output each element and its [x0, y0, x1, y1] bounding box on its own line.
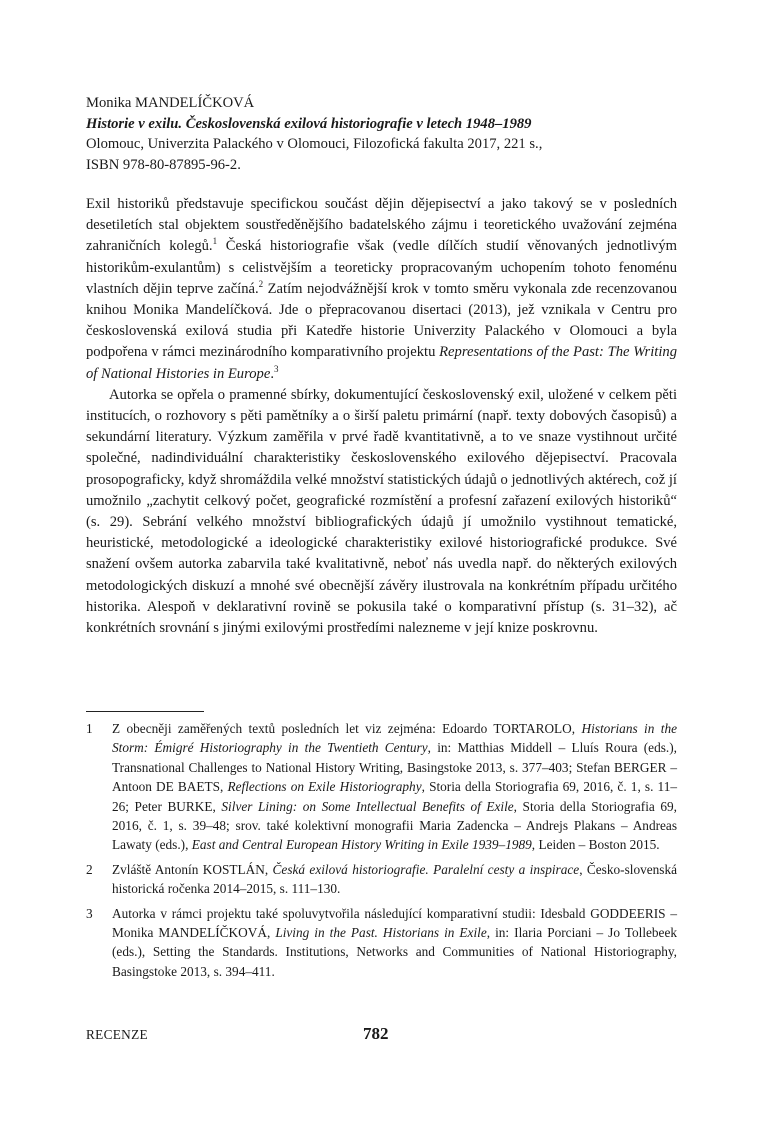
- book-isbn: ISBN 978-80-87895-96-2.: [86, 156, 241, 173]
- footnote-text: Z obecněji zaměřených textů posledních let viz zejména: Edoardo TORTAROLO, Historians in the Storm: Émigré Historiography in the Twentieth Century, in: Matthias Middell – Lluís Roura (eds.), Transnational Challenges to National History Writing, Basingstoke 2013, s. 377–403; Stefan BERGER – Antoon DE BAETS, Reflections on Exile Historiography, Storia della Storiografia 69, 2016, č. 1, s. 11–26; Peter BURKE, Silver Lining: on Some Intellectual Benefits of Exile, Storia della Storiografia 69, 2016, č. 1, s. 39–48; srov. také kolektivní monografii Maria Zadencka – Andrejs Plakans – Andreas Lawaty (eds.), East and Central European History Writing in Exile 1939–1989, Leiden – Boston 2015.: [112, 721, 678, 853]
- paragraph-1-text-c: Zatím nejodvážnější krok v tomto směru vykonala zde recenzovanou knihou Monika Mandelíčková. Jde o přepracovanou disertaci (2013), jež vznikala v Centru pro československá exilová studia při Katedře historie Univerzity Palackého v Olomouci a byla podpořena v rámci mezinárodního komparativního projektu: [86, 280, 678, 361]
- footnote-divider: [86, 711, 204, 712]
- footnote-text: Autorka v rámci projektu také spoluvytvořila následující komparativní studii: Idesbald GODDEERIS – Monika MANDELÍČKOVÁ, Living in the Past. Historians in Exile, in: Ilaria Porciani – Jo Tollebeek (eds.), Setting the Standards. Institutions, Networks and Communities of National Historiography, Basingstoke 2013, s. 394–411.: [112, 905, 678, 979]
- page-number: 782: [363, 1024, 389, 1043]
- footnote-number: 3: [86, 905, 93, 921]
- paragraph-1: [86, 194, 677, 385]
- review-header: [86, 93, 686, 175]
- book-title: Historie v exilu. Československá exilová historiografie v letech 1948–1989: [86, 115, 532, 132]
- footnotes: [86, 719, 677, 986]
- review-body: [86, 194, 677, 639]
- paragraph-1-text-b: Česká historiografie však (vedle dílčích studií věnovaných jednotlivým historikům-exulantům) s celistvějším a teoreticky propracovaným uchopením tohoto fenoménu vlastních dějin teprve začíná.: [86, 238, 677, 297]
- book-author: Monika MANDELÍČKOVÁ: [86, 95, 255, 111]
- section-label: RECENZE: [86, 1027, 148, 1042]
- footnote-number: 1: [86, 721, 93, 736]
- book-publisher: Olomouc, Univerzita Palackého v Olomouci, Filozofická fakulta 2017, 221 s.,: [86, 136, 543, 152]
- project-title: Representations of the Past: The Writing of National Histories in Europe: [86, 344, 677, 382]
- footnote-ref-2[interactable]: 2: [258, 278, 264, 289]
- footnote-ref-1[interactable]: 1: [212, 236, 218, 247]
- footnote-text: Zvláště Antonín KOSTLÁN, Česká exilová historiografie. Paralelní cesty a inspirace, Česko-slovenská historická ročenka 2014–2015, s. 111–130.: [112, 861, 678, 897]
- paragraph-2: Autorka se opřela o pramenné sbírky, dokumentující československý exil, uložené v celkem pěti institucích, o rozhovory s pěti pamětníky a o širší paletu primární (např. texty dobových časopisů) a sekundární literatury. Výzkum zaměřila v prvé řadě kvantitativně, a to ve snaze vystihnout určité společné, nadindividuální charakteristiky československého exilového dějepisectví. Pracovala prosopograficky, když shromáždila velké množství statistických údajů o jednotlivých aktérech, což jí umožnilo „zachytit celkový počet, geografické rozmístění a profesní zařazení exilových historiků“ (s. 29). Sebrání velkého množství bibliografických údajů jí umožnilo vystihnout tematické, heuristické, metodologické a ideologické charakteristiky exilové historiografické produkce. Své snažení ovšem autorka zabarvila také kvalitativně, neboť nás uvedla např. do některých exilových metodologických diskuzí a mnohé své obecnější závěry ilustrovala na konkrétním případu určitého historika. Alespoň v deklarativní rovině se pokusila také o komparativní přístup (s. 31–32), ač konkrétních srovnání s jinými exilovými prostředími nalezneme v její knize poskrovnu.: [86, 386, 677, 637]
- footnote-1: [86, 719, 677, 855]
- paragraph-1-text-d: .: [270, 365, 274, 382]
- footnote-3: [86, 904, 677, 982]
- footnote-number: 2: [86, 861, 93, 877]
- footnote-2: [86, 860, 677, 899]
- paragraph-1-text-a: Exil historiků představuje specifickou součást dějin dějepisectví a jako takový se v posledních desetiletích stal objektem soustředěnějšího badatelského zájmu i teoretického uvažování zejména zahraničních kolegů.: [86, 196, 677, 255]
- footnote-ref-3[interactable]: 3: [273, 363, 279, 374]
